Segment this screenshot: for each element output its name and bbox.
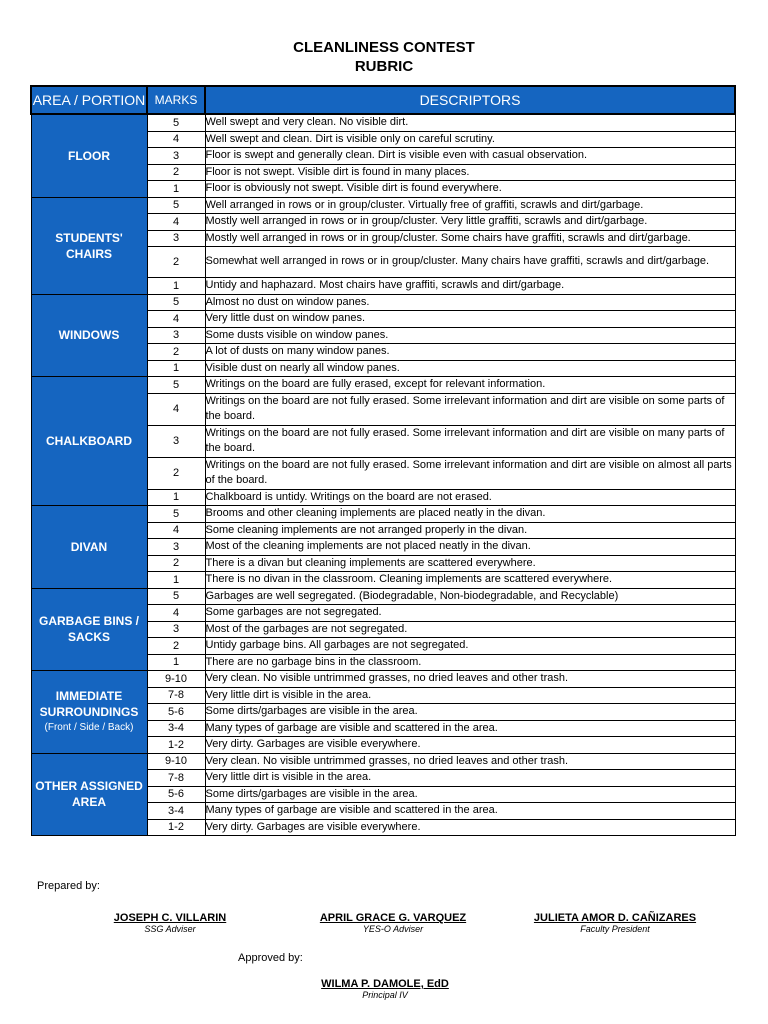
descriptor-cell: Very little dirt is visible in the area. bbox=[205, 687, 735, 704]
rubric-row bbox=[31, 671, 735, 688]
descriptor-cell: There is a divan but cleaning implements are scattered everywhere. bbox=[205, 555, 735, 572]
area-cell bbox=[31, 377, 147, 506]
descriptor-cell: Floor is obviously not swept. Visible dirt is found everywhere. bbox=[205, 181, 735, 198]
mark-cell: 4 bbox=[147, 393, 205, 425]
document-title: CLEANLINESS CONTEST bbox=[293, 39, 475, 56]
mark-cell: 5 bbox=[147, 377, 205, 394]
descriptor-cell: Writings on the board are not fully erased. Some irrelevant information and dirt are visible on almost all parts of the board. bbox=[205, 457, 735, 489]
rubric-row bbox=[31, 506, 735, 523]
approver bbox=[290, 978, 480, 1000]
descriptor-cell: Some dirts/garbages are visible in the area. bbox=[205, 786, 735, 803]
mark-cell: 4 bbox=[147, 311, 205, 328]
rubric-row bbox=[31, 377, 735, 394]
mark-cell: 7-8 bbox=[147, 687, 205, 704]
area-label: FLOOR bbox=[68, 148, 110, 163]
area-cell bbox=[31, 114, 147, 197]
descriptor-cell: Well swept and clean. Dirt is visible only on careful scrutiny. bbox=[205, 131, 735, 148]
mark-cell: 5 bbox=[147, 197, 205, 214]
mark-cell: 2 bbox=[147, 638, 205, 655]
area-label: STUDENTS' CHAIRS bbox=[55, 230, 123, 261]
descriptor-cell: Most of the garbages are not segregated. bbox=[205, 621, 735, 638]
signatory-2 bbox=[298, 912, 488, 934]
mark-cell: 3 bbox=[147, 230, 205, 247]
approver-role: Principal IV bbox=[362, 990, 408, 1000]
descriptor-cell: Very dirty. Garbages are visible everywhere. bbox=[205, 737, 735, 754]
descriptor-cell: There are no garbage bins in the classroom. bbox=[205, 654, 735, 671]
descriptor-cell: Some dirts/garbages are visible in the area. bbox=[205, 704, 735, 721]
mark-cell: 5 bbox=[147, 588, 205, 605]
descriptor-cell: Some cleaning implements are not arranged properly in the divan. bbox=[205, 522, 735, 539]
area-label: GARBAGE BINS / SACKS bbox=[38, 614, 139, 645]
descriptor-cell: Brooms and other cleaning implements are placed neatly in the divan. bbox=[205, 506, 735, 523]
mark-cell: 3 bbox=[147, 539, 205, 556]
descriptor-cell: A lot of dusts on many window panes. bbox=[205, 344, 735, 361]
area-cell bbox=[31, 294, 147, 377]
area-cell bbox=[31, 753, 147, 836]
mark-cell: 9-10 bbox=[147, 753, 205, 770]
mark-cell: 9-10 bbox=[147, 671, 205, 688]
descriptor-cell: Chalkboard is untidy. Writings on the board are not erased. bbox=[205, 489, 735, 506]
prepared-by-label: Prepared by: bbox=[37, 880, 100, 892]
rubric-row bbox=[31, 197, 735, 214]
area-sublabel: (Front / Side / Back) bbox=[44, 721, 134, 733]
area-cell bbox=[31, 197, 147, 294]
signatory-role: YES-O Adviser bbox=[362, 924, 424, 934]
signatory-name: APRIL GRACE G. VARQUEZ bbox=[319, 912, 467, 924]
mark-cell: 3 bbox=[147, 327, 205, 344]
document-subtitle: RUBRIC bbox=[354, 58, 414, 75]
rubric-row bbox=[31, 753, 735, 770]
signatory-role: SSG Adviser bbox=[144, 924, 196, 934]
rubric-table bbox=[30, 85, 736, 836]
descriptor-cell: Writings on the board are fully erased, except for relevant information. bbox=[205, 377, 735, 394]
approved-by-label: Approved by: bbox=[238, 952, 303, 964]
mark-cell: 3 bbox=[147, 425, 205, 457]
header-descriptors: DESCRIPTORS bbox=[205, 86, 735, 114]
mark-cell: 3-4 bbox=[147, 720, 205, 737]
mark-cell: 1 bbox=[147, 572, 205, 589]
mark-cell: 3 bbox=[147, 148, 205, 165]
descriptor-cell: Many types of garbage are visible and scattered in the area. bbox=[205, 803, 735, 820]
descriptor-cell: Very little dust on window panes. bbox=[205, 311, 735, 328]
descriptor-cell: Some dusts visible on window panes. bbox=[205, 327, 735, 344]
mark-cell: 3-4 bbox=[147, 803, 205, 820]
signatory-1 bbox=[100, 912, 240, 934]
mark-cell: 1-2 bbox=[147, 819, 205, 836]
mark-cell: 2 bbox=[147, 344, 205, 361]
mark-cell: 2 bbox=[147, 555, 205, 572]
mark-cell: 5 bbox=[147, 506, 205, 523]
mark-cell: 5-6 bbox=[147, 786, 205, 803]
header-area: AREA / PORTION bbox=[31, 86, 147, 114]
mark-cell: 1-2 bbox=[147, 737, 205, 754]
rubric-row bbox=[31, 114, 735, 131]
descriptor-cell: Garbages are well segregated. (Biodegradable, Non-biodegradable, and Recyclable) bbox=[205, 588, 735, 605]
descriptor-cell: Well arranged in rows or in group/cluster. Virtually free of graffiti, scrawls and dirt/garbage. bbox=[205, 197, 735, 214]
signatory-name: JOSEPH C. VILLARIN bbox=[113, 912, 227, 924]
mark-cell: 1 bbox=[147, 489, 205, 506]
descriptor-cell: Untidy garbage bins. All garbages are not segregated. bbox=[205, 638, 735, 655]
signatory-name: JULIETA AMOR D. CAÑIZARES bbox=[533, 912, 697, 924]
descriptor-cell: Untidy and haphazard. Most chairs have graffiti, scrawls and dirt/garbage. bbox=[205, 278, 735, 295]
area-label: WINDOWS bbox=[58, 328, 120, 343]
descriptor-cell: Writings on the board are not fully erased. Some irrelevant information and dirt are visible on some parts of the board. bbox=[205, 393, 735, 425]
mark-cell: 1 bbox=[147, 360, 205, 377]
area-label: DIVAN bbox=[70, 539, 108, 554]
mark-cell: 4 bbox=[147, 605, 205, 622]
mark-cell: 1 bbox=[147, 181, 205, 198]
mark-cell: 2 bbox=[147, 247, 205, 278]
descriptor-cell: Very little dirt is visible in the area. bbox=[205, 770, 735, 787]
descriptor-cell: Very dirty. Garbages are visible everywhere. bbox=[205, 819, 735, 836]
mark-cell: 3 bbox=[147, 621, 205, 638]
approver-name: WILMA P. DAMOLE, EdD bbox=[321, 978, 449, 990]
descriptor-cell: Floor is not swept. Visible dirt is found in many places. bbox=[205, 164, 735, 181]
descriptor-cell: Writings on the board are not fully erased. Some irrelevant information and dirt are visible on many parts of the board. bbox=[205, 425, 735, 457]
descriptor-cell: Many types of garbage are visible and scattered in the area. bbox=[205, 720, 735, 737]
mark-cell: 2 bbox=[147, 457, 205, 489]
signatory-role: Faculty President bbox=[580, 924, 650, 934]
mark-cell: 1 bbox=[147, 278, 205, 295]
mark-cell: 2 bbox=[147, 164, 205, 181]
mark-cell: 4 bbox=[147, 131, 205, 148]
rubric-body bbox=[31, 114, 735, 836]
descriptor-cell: Some garbages are not segregated. bbox=[205, 605, 735, 622]
area-cell bbox=[31, 671, 147, 754]
mark-cell: 5 bbox=[147, 294, 205, 311]
mark-cell: 5 bbox=[147, 114, 205, 131]
descriptor-cell: Well swept and very clean. No visible dirt. bbox=[205, 114, 735, 131]
area-label: IMMEDIATE SURROUNDINGS bbox=[39, 688, 139, 719]
descriptor-cell: Floor is swept and generally clean. Dirt is visible even with casual observation. bbox=[205, 148, 735, 165]
descriptor-cell: Mostly well arranged in rows or in group/cluster. Some chairs have graffiti, scrawls and dirt/garbage. bbox=[205, 230, 735, 247]
signatory-3 bbox=[515, 912, 715, 934]
descriptor-cell: Most of the cleaning implements are not placed neatly in the divan. bbox=[205, 539, 735, 556]
area-cell bbox=[31, 588, 147, 671]
descriptor-cell: Almost no dust on window panes. bbox=[205, 294, 735, 311]
header-row bbox=[31, 86, 735, 114]
rubric-row bbox=[31, 294, 735, 311]
descriptor-cell: Somewhat well arranged in rows or in group/cluster. Many chairs have graffiti, scrawls and dirt/garbage. bbox=[205, 247, 735, 278]
descriptor-cell: Mostly well arranged in rows or in group/cluster. Very little graffiti, scrawls and dirt/garbage. bbox=[205, 214, 735, 231]
area-label: OTHER ASSIGNED AREA bbox=[35, 779, 143, 810]
header-marks: MARKS bbox=[147, 86, 205, 114]
mark-cell: 5-6 bbox=[147, 704, 205, 721]
mark-cell: 7-8 bbox=[147, 770, 205, 787]
descriptor-cell: There is no divan in the classroom. Cleaning implements are scattered everywhere. bbox=[205, 572, 735, 589]
mark-cell: 1 bbox=[147, 654, 205, 671]
descriptor-cell: Very clean. No visible untrimmed grasses, no dried leaves and other trash. bbox=[205, 753, 735, 770]
mark-cell: 4 bbox=[147, 522, 205, 539]
rubric-row bbox=[31, 588, 735, 605]
mark-cell: 4 bbox=[147, 214, 205, 231]
area-label: CHALKBOARD bbox=[46, 434, 132, 449]
descriptor-cell: Very clean. No visible untrimmed grasses, no dried leaves and other trash. bbox=[205, 671, 735, 688]
area-cell bbox=[31, 506, 147, 589]
descriptor-cell: Visible dust on nearly all window panes. bbox=[205, 360, 735, 377]
